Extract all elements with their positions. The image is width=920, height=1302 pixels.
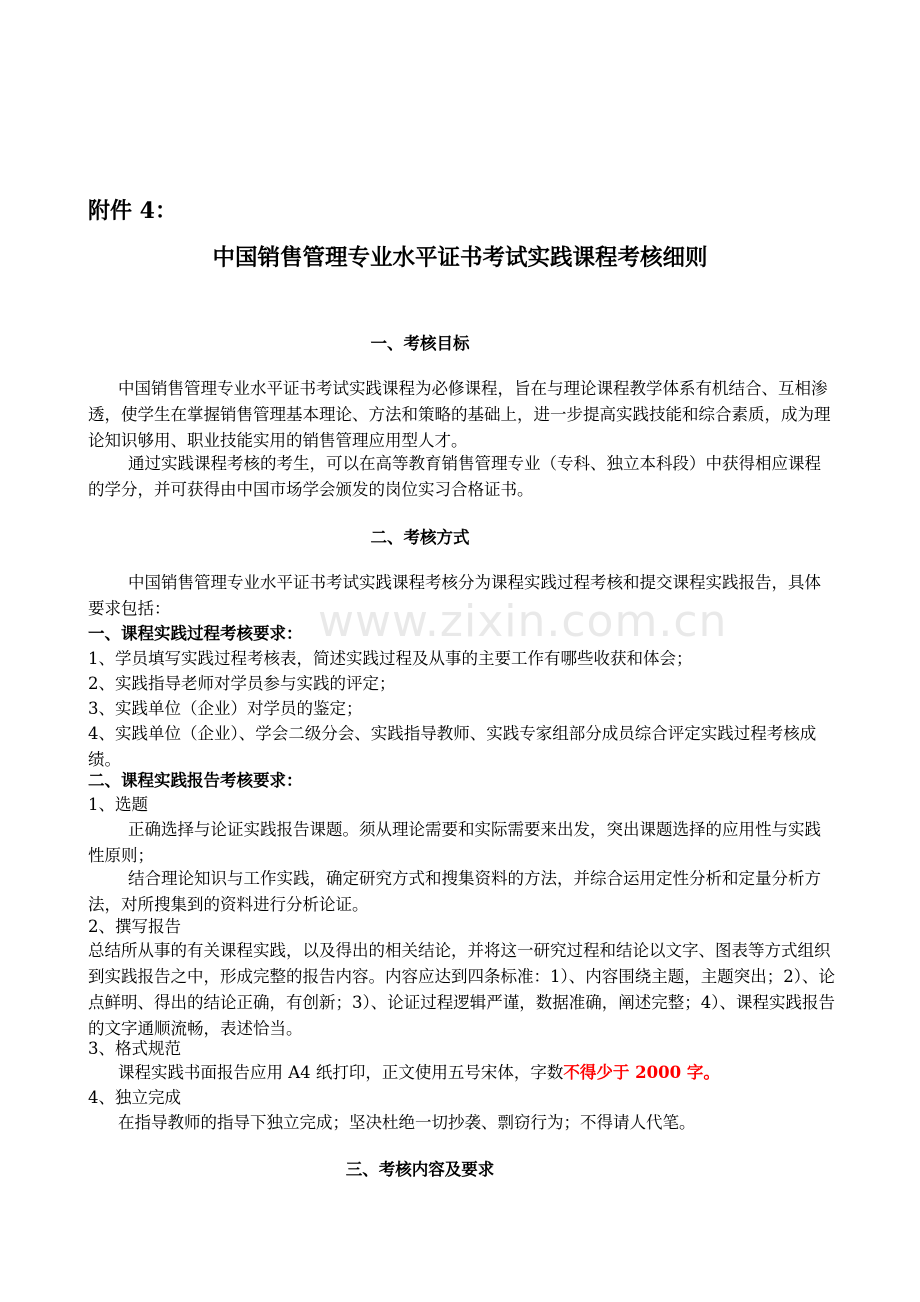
report-item-1-paragraph-1: 正确选择与论证实践报告课题。须从理论需要和实际需要来出发，突出课题选择的应用性与实践性原则； [88, 820, 821, 865]
list-item-process-2: 2、实践指导老师对学员参与实践的评定； [88, 674, 396, 693]
format-requirement-text: 课程实践书面报告应用 A4 纸打印，正文使用五号宋体，字数 [118, 1063, 564, 1082]
word-count-requirement: 不得少于 2000 字。 [563, 1063, 720, 1082]
report-item-title-2: 2、撰写报告 [88, 917, 181, 936]
section-heading-method: 二、考核方式 [370, 528, 470, 547]
list-item-process-4: 4、实践单位（企业）、学会二级分会、实践指导教师、实践专家组部分成员综合评定实践过程考核成绩。 [88, 724, 817, 769]
report-item-3-paragraph [88, 1060, 836, 1086]
subheading-process: 一、课程实践过程考核要求： [88, 624, 303, 643]
paragraph-goals-1: 中国销售管理专业水平证书考试实践课程为必修课程，旨在与理论课程教学体系有机结合、互相渗透，使学生在掌握销售管理基本理论、方法和策略的基础上，进一步提高实践技能和综合素质，成为理论知识够用、职业技能实用的销售管理应用型人才。 [88, 379, 831, 450]
paragraph-method-intro: 中国销售管理专业水平证书考试实践课程考核分为课程实践过程考核和提交课程实践报告，具体要求包括： [88, 573, 821, 618]
subheading-report: 二、课程实践报告考核要求： [88, 771, 303, 790]
report-item-2-paragraph: 总结所从事的有关课程实践，以及得出的相关结论，并将这一研究过程和结论以文字、图表等方式组织到实践报告之中，形成完整的报告内容。内容应达到四条标准：1）、内容围绕主题，主题突出；2）、论点鲜明、得出的结论正确，有创新；3）、论证过程逻辑严谨，数据准确，阐述完整；4）、课程实践报告的文字通顺流畅，表述恰当。 [88, 941, 835, 1038]
document-title: 中国销售管理专业水平证书考试实践课程考核细则 [212, 245, 708, 271]
report-item-4-paragraph: 在指导教师的指导下独立完成；坚决杜绝一切抄袭、剽窃行为；不得请人代笔。 [118, 1113, 696, 1132]
report-item-1-paragraph-2: 结合理论知识与工作实践，确定研究方式和搜集资料的方法，并综合运用定性分析和定量分析方法，对所搜集到的资料进行分析论证。 [88, 869, 821, 914]
section-heading-content: 三、考核内容及要求 [345, 1160, 495, 1179]
report-item-title-3: 3、格式规范 [88, 1039, 181, 1058]
report-item-title-4: 4、独立完成 [88, 1088, 181, 1107]
report-item-title-1: 1、选题 [88, 795, 148, 814]
watermark: www.zixin.com.cn [318, 596, 728, 647]
section-heading-goals: 一、考核目标 [370, 334, 470, 353]
attachment-label: 附件 4： [88, 198, 177, 224]
list-item-process-3: 3、实践单位（企业）对学员的鉴定； [88, 699, 363, 718]
list-item-process-1: 1、学员填写实践过程考核表，简述实践过程及从事的主要工作有哪些收获和体会； [88, 649, 693, 668]
paragraph-goals-2: 通过实践课程考核的考生，可以在高等教育销售管理专业（专科、独立本科段）中获得相应课程的学分，并可获得由中国市场学会颁发的岗位实习合格证书。 [88, 454, 821, 499]
